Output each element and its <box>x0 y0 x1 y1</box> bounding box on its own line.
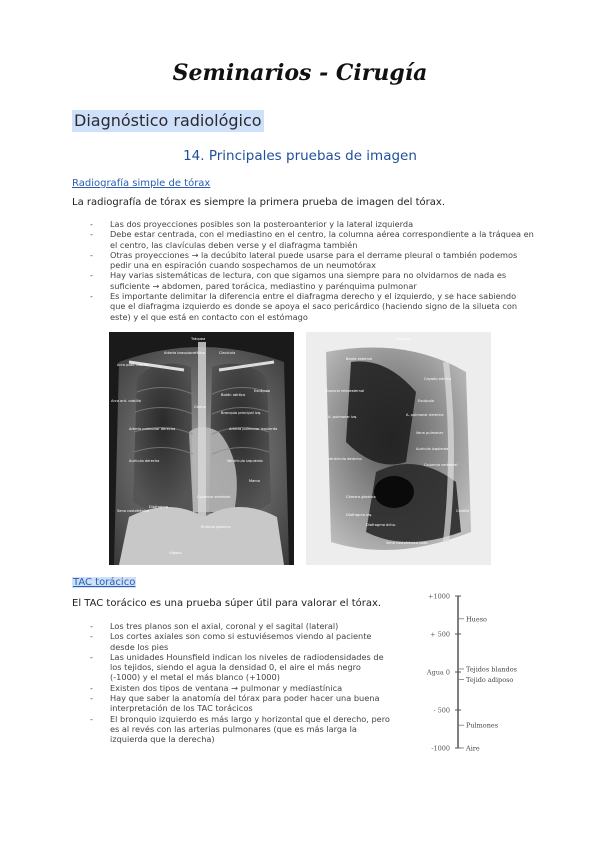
xray-label: Columna vertebral <box>424 463 458 467</box>
xray-label: Vena pulmonar <box>416 431 444 435</box>
list-item: - Existen dos tipos de ventana → pulmonar y mediastínica <box>72 683 392 693</box>
xray-label: Seno costofrénico post. <box>386 541 429 545</box>
xray-label: Arteria pulmonar derecha <box>129 427 176 431</box>
xray-label: Aurícula izquierda <box>416 447 449 451</box>
tac-bullet-list <box>72 621 392 745</box>
page-title: Seminarios - Cirugía <box>172 60 428 86</box>
xray-label: Hígado <box>169 551 182 555</box>
xray-label: Escápula <box>418 399 435 403</box>
xray-label: A. pulmonar derecha <box>406 413 444 417</box>
tac-intro: El TAC torácico es una prueba súper útil para valorar el tórax. <box>72 598 382 609</box>
rx-heading: Radiografía simple de tórax <box>72 178 211 189</box>
hounsfield-tissue-label: Aire <box>466 744 480 753</box>
list-item: - Las dos proyecciones posibles son la posteroanterior y la lateral izquierda <box>72 219 534 229</box>
rx-intro: La radiografía de tórax es siempre la primera prueba de imagen del tórax. <box>72 197 446 208</box>
xray-label: Ventrículo izquierdo <box>227 459 263 463</box>
xray-pa-image <box>109 332 294 565</box>
xray-label: Borde esternal <box>346 357 373 361</box>
hounsfield-tick-label: +1000 <box>428 592 450 601</box>
xray-label: Tráquea <box>191 337 206 341</box>
list-item: - Los tres planos son el axial, coronal y el sagital (lateral) <box>72 621 392 631</box>
hounsfield-tick-label: - 500 <box>433 706 450 715</box>
hounsfield-tissue-label: Tejido adiposo <box>466 676 514 685</box>
list-item: - Es importante delimitar la diferencia entre el diafragma derecho y el izquierdo, y se hace sabiendo que el diafragma izquierdo es donde se apoya el saco pericárdico (haciendo signo de la silueta con este) y el que está en contacto con el estómago <box>72 291 534 322</box>
xray-label: Botón aórtico <box>221 393 246 397</box>
xray-label: Espacio retroesternal <box>326 389 365 393</box>
list-item: - Los cortes axiales son como si estuviésemos viendo al paciente desde los pies <box>72 631 392 652</box>
xray-label: Bronquio principal izq. <box>221 411 262 415</box>
hounsfield-tick-label: -1000 <box>431 744 450 753</box>
list-item: - Otras proyecciones → la decúbito lateral puede usarse para el derrame pleural o también podemos pedir una en espiración cuando sospechamos de un neumotórax <box>72 250 534 271</box>
xray-label: Burbuja gástrica <box>201 525 231 529</box>
xray-label: Costilla <box>456 509 470 513</box>
xray-label: Columna vertebral <box>197 495 231 499</box>
list-item: - Las unidades Hounsfield indican los niveles de radiodensidades de los tejidos, siendo el agua la densidad 0, el aire el más negro (-1000) y el metal el más blanco (+1000) <box>72 652 392 683</box>
hounsfield-tissue-label: Tejidos blandos <box>466 665 517 674</box>
hounsfield-scale <box>400 588 540 758</box>
xray-label: Diafragma dcho. <box>366 523 396 527</box>
xray-label: Cámara gástrica <box>346 495 376 499</box>
hounsfield-tissue-label: Pulmones <box>466 721 499 730</box>
xray-label: Arco ant. costilla <box>111 399 142 403</box>
xray-label: Cayado aórtico <box>424 377 452 381</box>
rx-bullet-list <box>72 219 534 322</box>
xray-label: Ventrículo derecho <box>328 457 362 461</box>
tac-heading: TAC torácico <box>73 577 136 588</box>
hounsfield-tick-label: + 500 <box>430 630 450 639</box>
xray-label: Diafragma izq. <box>346 513 373 517</box>
xray-label: A. pulmonar izq. <box>328 415 358 419</box>
hounsfield-tissue-label: Hueso <box>466 615 487 624</box>
hounsfield-tick-label: Agua 0 <box>426 668 450 677</box>
list-item: - Hay varias sistemáticas de lectura, con que sigamos una siempre para no olvidarnos de nada es suficiente → abdomen, pared torácica, mediastino y parénquima pulmonar <box>72 270 534 291</box>
list-item: - Debe estar centrada, con el mediastino en el centro, la columna aérea correspondiente a la tráquea en el centro, las clavículas deben verse y el diafragma también <box>72 229 534 250</box>
section-title: Diagnóstico radiológico <box>74 111 262 130</box>
xray-label: Diafragma <box>149 505 168 509</box>
xray-label: Carina <box>194 405 206 409</box>
xray-label: Aurícula derecha <box>129 459 160 463</box>
xray-label: Arteria pulmonar izquierda <box>229 427 278 431</box>
list-item: - El bronquio izquierdo es más largo y horizontal que el derecho, pero es al revés con las arterias pulmonares (que es más larga la izquierda que la derecha) <box>72 714 392 745</box>
xray-label: Seno costofrénico <box>117 509 150 513</box>
list-item: - Hay que saber la anatomía del tórax para poder hacer una buena interpretación de los TAC torácicos <box>72 693 392 714</box>
xray-label: Tráquea <box>396 337 411 341</box>
xray-label: Mama <box>249 479 261 483</box>
xray-label: Arteria braquiocefálica <box>164 351 205 355</box>
xray-label: Arco post. costilla <box>117 363 149 367</box>
xray-label: Clavícula <box>219 351 236 355</box>
xray-label: Escápula <box>254 389 271 393</box>
subtitle: 14. Principales pruebas de imagen <box>183 148 417 164</box>
xray-lateral-image <box>306 332 491 565</box>
